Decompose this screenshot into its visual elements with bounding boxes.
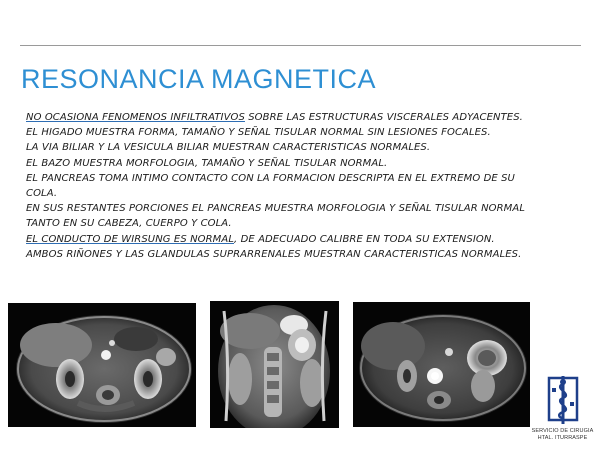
report-line: EN SUS RESTANTES PORCIONES EL PANCREAS MUESTRA MORFOLOGIA Y SEÑAL TISULAR NORMAL [26,203,526,215]
top-divider [20,45,581,46]
report-line: EL PANCREAS TOMA INTIMO CONTACTO CON LA FORMACION DESCRIPTA EN EL EXTREMO DE SU [26,172,515,184]
logo-line-hospital: HTAL. ITURRASPE [537,435,588,441]
slide-title: RESONANCIA MAGNETICA [21,64,377,94]
report-line: EL HIGADO MUESTRA FORMA, TAMAÑO Y SEÑAL TISULAR NORMAL SIN LESIONES FOCALES. [26,127,491,139]
mri-axial-kidneys [8,303,196,427]
report-text [26,104,586,262]
report-line: COLA. [26,188,58,200]
serpent-staff-logo-icon [543,374,583,426]
report-line: TANTO EN SU CABEZA, CUERPO Y COLA. [26,218,232,230]
logo-line-service: SERVICIO DE CIRUGIA [531,428,594,434]
report-line: NO OCASIONA FENOMENOS INFILTRATIVOS SOBRE LAS ESTRUCTURAS VISCERALES ADYACENTES. [26,112,523,123]
mri-coronal [210,301,339,428]
report-line: EL CONDUCTO DE WIRSUNG ES NORMAL, DE ADECUADO CALIBRE EN TODA SU EXTENSION. [26,233,495,245]
mri-axial-mass [353,302,530,427]
report-line: LA VIA BILIAR Y LA VESICULA BILIAR MUESTRAN CARACTERISTICAS NORMALES. [26,142,431,154]
logo-caption [525,428,600,442]
report-line: AMBOS RIÑONES Y LAS GLANDULAS SUPRARRENALES MUESTRAN CARACTERISTICAS NORMALES. [26,248,522,260]
report-line: EL BAZO MUESTRA MORFOLOGIA, TAMAÑO Y SEÑAL TISULAR NORMAL. [26,157,388,169]
